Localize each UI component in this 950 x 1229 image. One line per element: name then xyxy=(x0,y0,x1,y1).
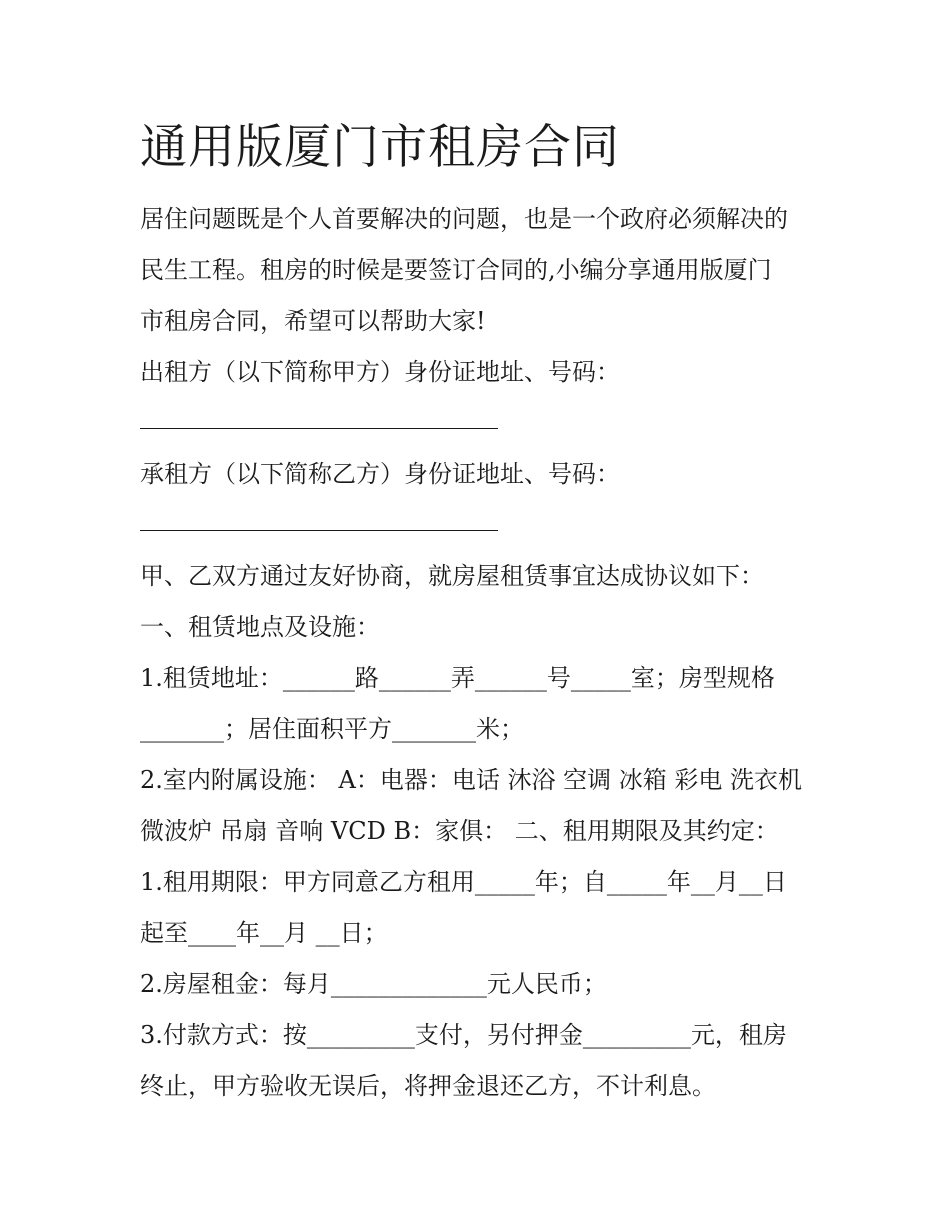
section-1-heading: 一、租赁地点及设施： xyxy=(140,613,380,641)
lessee-label: 承租方（以下简称乙方）身份证地址、号码： xyxy=(140,460,620,488)
lessor-blank-line xyxy=(140,398,820,449)
clause-facilities-line-2: 微波炉 吊扇 音响 VCD B：家俱： 二、租用期限及其约定： xyxy=(140,817,779,845)
clause-address-line-1: 1.租赁地址：______路______弄______号_____室；房型规格 xyxy=(140,664,775,692)
lessor-underline xyxy=(140,428,498,429)
lessee-blank-line xyxy=(140,500,820,551)
intro-line-3: 市租房合同，希望可以帮助大家! xyxy=(140,307,486,335)
clause-payment-line-2: 终止，甲方验收无误后，将押金退还乙方，不计利息。 xyxy=(140,1072,716,1100)
clause-facilities-line-1: 2.室内附属设施： A：电器：电话 沐浴 空调 冰箱 彩电 洗衣机 xyxy=(140,766,803,794)
clause-payment-line-1: 3.付款方式：按_________支付，另付押金_________元，租房 xyxy=(140,1021,787,1049)
contract-document xyxy=(140,112,820,1112)
clause-term-line-2: 起至____年__月 __日； xyxy=(140,919,388,947)
intro-line-2: 民生工程。租房的时候是要签订合同的,小编分享通用版厦门 xyxy=(140,256,772,284)
lessee-underline xyxy=(140,530,498,531)
document-title: 通用版厦门市租房合同 xyxy=(140,120,620,175)
clause-term-line-1: 1.租用期限：甲方同意乙方租用_____年；自_____年__月__日 xyxy=(140,868,787,896)
intro-line-1: 居住问题既是个人首要解决的问题，也是一个政府必须解决的 xyxy=(140,205,788,233)
agreement-line: 甲、乙双方通过友好协商，就房屋租赁事宜达成协议如下： xyxy=(140,562,764,590)
clause-rent-line: 2.房屋租金：每月_____________元人民币； xyxy=(140,970,607,998)
clause-address-line-2: _______；居住面积平方_______米； xyxy=(140,715,524,743)
lessor-label: 出租方（以下简称甲方）身份证地址、号码： xyxy=(140,358,620,386)
